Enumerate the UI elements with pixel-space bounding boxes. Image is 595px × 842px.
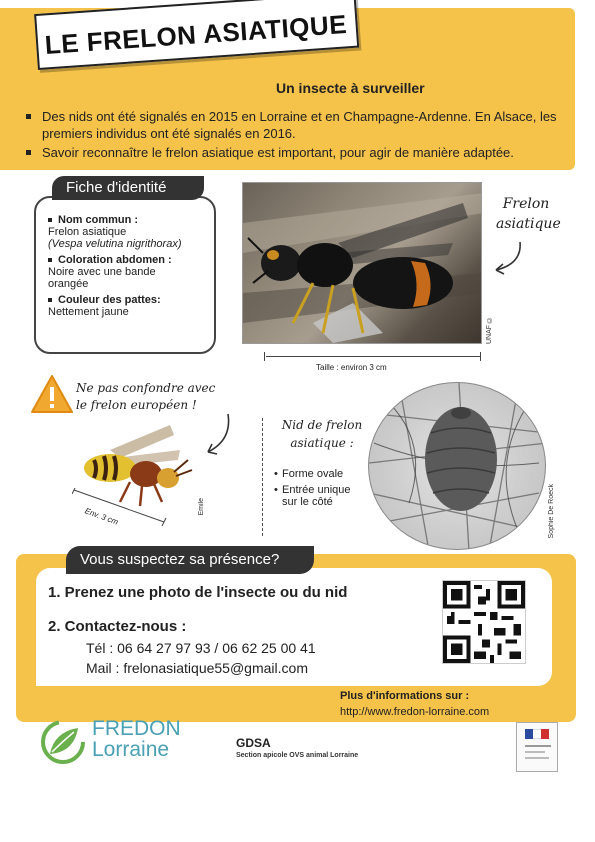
page-title: LE FRELON ASIATIQUE [43,8,348,61]
qr-code-icon [443,581,525,663]
step-photo: 1. Prenez une photo de l'insecte ou du nid [48,584,348,601]
flag-red [541,729,549,739]
more-info-label: Plus d'informations sur : [340,690,470,702]
intro-bullet: Savoir reconnaître le frelon asiatique est important, pour agir de manière adaptée. [20,144,560,161]
photo-credit: UNAF © [486,316,493,344]
warning-line: Ne pas confondre avec [76,381,216,395]
asian-hornet-photo [242,182,482,344]
fredon-leaf-logo-icon [40,718,86,766]
nest-title-line: asiatique : [290,436,354,450]
nest-title [276,416,368,452]
warning-text [76,380,215,414]
government-logo [516,722,558,772]
photo-credit: Sophie De Roeck [548,484,555,539]
qr-code [442,580,526,664]
size-tick [480,352,481,361]
logo-line [525,757,549,759]
page-subtitle: Un insecte à surveiller [276,80,425,96]
identity-label: Fiche d'identité [52,176,204,200]
fredon-logo-text [92,718,181,760]
intro-bullet: Des nids ont été signalés en 2015 en Lorraine et en Champagne-Ardenne. En Alsace, les premiers individus ont été signalés en 2016. [20,108,560,142]
field-key: Couleur des pattes: [48,294,204,306]
size-label: Env. 3 cm [83,506,120,527]
field-value-text: Frelon asiatique [48,226,127,238]
field-value [48,226,204,250]
email-link[interactable]: Mail : frelonasiatique55@gmail.com [86,660,308,676]
gdsa-subtitle: Section apicole OVS animal Lorraine [236,752,359,759]
nest-bullet: • Forme ovale [274,468,364,480]
asian-hornet-illustration [243,183,482,344]
size-label: Taille : environ 3 cm [316,363,387,372]
field-value: Noire avec une bande orangée [48,266,156,290]
size-scale-line [266,356,480,357]
scientific-name: (Vespa velutina nigrithorax) [48,238,182,250]
curved-arrow-icon [490,238,530,278]
warning-icon [30,374,74,414]
size-tick [264,352,265,361]
gdsa-name: GDSA [236,736,271,750]
warning-line: le frelon européen ! [76,398,197,412]
nest-bullet: • Entrée unique sur le côté [274,484,364,508]
logo-line [525,745,551,747]
field-key: Nom commun : [48,214,204,226]
photo-credit: Emile [198,498,205,516]
nest-title-line: Nid de frelon [281,418,363,432]
website-link[interactable]: http://www.fredon-lorraine.com [340,706,490,718]
nest-bullets [274,468,364,512]
intro-bullets [20,108,560,163]
flag-white [533,729,541,739]
field-key: Coloration abdomen : [48,254,204,266]
fredon-line: FREDON [92,717,181,740]
more-info [340,688,489,720]
flag-blue [525,729,533,739]
fredon-line: Lorraine [92,738,170,761]
curved-arrow-icon [198,412,234,458]
field-value: Nettement jaune [48,306,129,318]
logo-line [525,751,545,753]
nest-illustration [369,383,546,550]
contact-label: Vous suspectez sa présence? [66,546,314,574]
nest-photo [368,382,546,550]
divider [262,418,263,536]
identity-card [34,196,216,354]
phone-numbers: Tél : 06 64 27 97 93 / 06 62 25 00 41 [86,640,316,656]
photo-caption: Frelon asiatique [496,196,561,232]
step-contact: 2. Contactez-nous : [48,618,187,635]
